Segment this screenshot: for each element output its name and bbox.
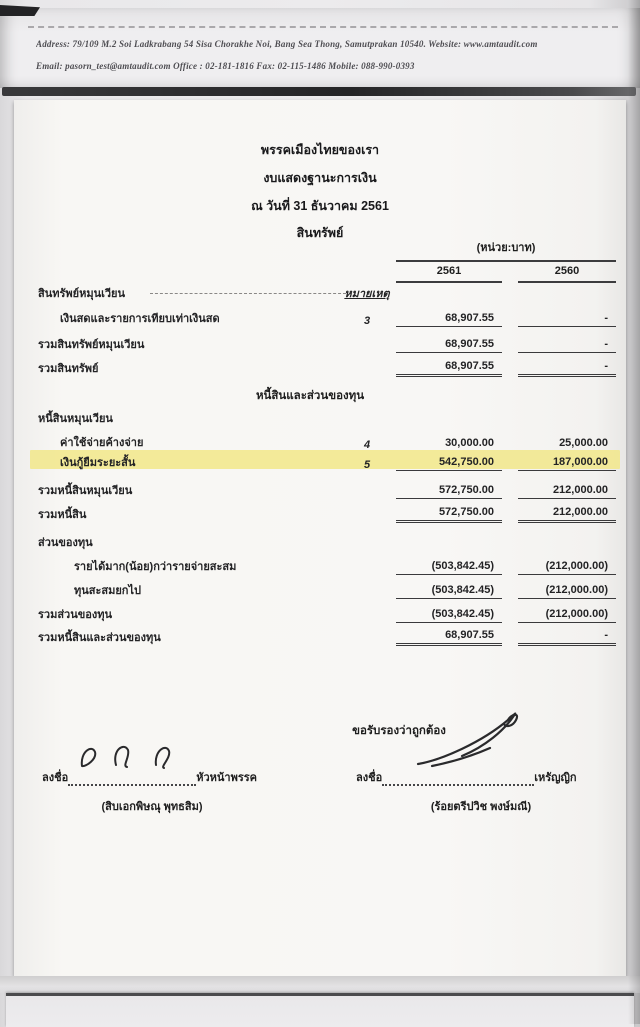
sign-label: ลงชื่อ <box>42 772 69 784</box>
note-number: 3 <box>363 315 371 327</box>
sign-label: ลงชื่อ <box>356 772 383 784</box>
signature-line-right <box>356 768 577 786</box>
table-header-rule <box>396 260 616 262</box>
amount-2561: 68,907.55 <box>396 629 502 646</box>
letterhead-contact: Email: pasorn_test@amtaudit.com Office : 02-181-1816 Fax: 02-115-1486 Mobile: 088-990-0393 <box>36 61 415 71</box>
table-row <box>38 433 616 451</box>
amount-2561: (503,842.45) <box>396 560 502 575</box>
notes-header: หมายเหตุ <box>344 288 390 300</box>
amount-2561: 68,907.55 <box>396 338 502 353</box>
amount-2560: - <box>518 360 616 377</box>
amount-2560: (212,000.00) <box>518 608 616 623</box>
role-label: หัวหน้าพรรค <box>196 772 257 784</box>
table-row <box>38 581 616 599</box>
row-label: รายได้มาก(น้อย)กว่ารายจ่ายสะสม <box>74 561 237 573</box>
table-row <box>38 359 616 377</box>
liabilities-equity-heading: หนี้สินและส่วนของทุน <box>255 390 365 402</box>
table-row <box>38 505 616 523</box>
amount-2560: (212,000.00) <box>518 584 616 599</box>
table-row <box>38 309 616 327</box>
row-label: รวมหนี้สินหมุนเวียน <box>38 485 133 497</box>
scan-corner-mark <box>0 5 40 16</box>
note-number: 5 <box>363 459 371 471</box>
signature-left-handwriting-icon <box>72 740 222 774</box>
amount-2560: 212,000.00 <box>518 506 616 523</box>
table-row-highlighted <box>38 453 616 471</box>
table-row <box>38 284 616 302</box>
statement-title: งบแสดงฐานะการเงิน <box>263 171 377 185</box>
signature-right-handwriting-icon <box>412 708 532 770</box>
document-page <box>14 100 626 976</box>
certification-text: ขอรับรองว่าถูกต้อง <box>352 725 446 737</box>
table-row <box>38 409 616 427</box>
scan-edge-shadow <box>628 0 640 1024</box>
note-number: 4 <box>363 439 371 451</box>
party-name-title: พรรคเมืองไทยของเรา <box>260 143 380 157</box>
amount-2561: 68,907.55 <box>396 360 502 377</box>
row-label: รวมส่วนของทุน <box>38 609 113 621</box>
amount-2561: 542,750.00 <box>396 456 502 471</box>
table-row <box>38 335 616 353</box>
amount-2560: - <box>518 338 616 353</box>
page-gap <box>0 976 640 993</box>
letterhead-address: Address: 79/109 M.2 Soi Ladkrabang 54 Sisa Chorakhe Noi, Bang Sea Thong, Samutprakan 10540. Website: www.amtaudit.com <box>36 39 538 49</box>
row-label: ค่าใช้จ่ายค้างจ่าย <box>60 437 144 449</box>
row-label: หนี้สินหมุนเวียน <box>38 413 113 425</box>
amount-2561: 572,750.00 <box>396 506 502 523</box>
amount-2561: 572,750.00 <box>396 484 502 499</box>
assets-heading: สินทรัพย์ <box>296 226 344 240</box>
row-label: เงินสดและรายการเทียบเท่าเงินสด <box>60 313 220 325</box>
year-column-2561: 2561 <box>396 265 502 283</box>
table-row <box>38 605 616 623</box>
perforation-line <box>28 26 618 28</box>
amount-2560: (212,000.00) <box>518 560 616 575</box>
next-page-edge <box>6 993 634 1027</box>
statement-date: ณ วันที่ 31 ธันวาคม 2561 <box>251 199 389 213</box>
row-label: รวมหนี้สินและส่วนของทุน <box>38 632 161 644</box>
amount-2561: (503,842.45) <box>396 584 502 599</box>
year-column-2560: 2560 <box>518 265 616 283</box>
signer-name-right: (ร้อยตรีปวิช พงษ์มณี) <box>430 801 532 813</box>
amount-2560: 25,000.00 <box>559 437 608 449</box>
amount-2561: (503,842.45) <box>396 608 502 623</box>
amount-2561: 68,907.55 <box>396 312 502 327</box>
unit-label: (หน่วย:บาท) <box>476 242 536 254</box>
page-separator-shadow <box>2 87 636 96</box>
table-row <box>38 557 616 575</box>
amount-2560: 187,000.00 <box>518 456 616 471</box>
row-label: สินทรัพย์หมุนเวียน <box>38 288 126 300</box>
table-row <box>38 481 616 499</box>
table-row <box>38 533 616 551</box>
row-label: รวมหนี้สิน <box>38 509 87 521</box>
row-label: รวมสินทรัพย์ <box>38 363 99 375</box>
signature-dotted-line <box>382 774 534 786</box>
row-label: ส่วนของทุน <box>38 537 93 549</box>
table-row <box>38 628 616 646</box>
amount-2560: - <box>518 312 616 327</box>
row-label: เงินกู้ยืมระยะสั้น <box>60 457 136 469</box>
row-label: รวมสินทรัพย์หมุนเวียน <box>38 339 145 351</box>
row-label: ทุนสะสมยกไป <box>74 585 141 597</box>
signature-dotted-line <box>68 774 196 786</box>
amount-2560: 212,000.00 <box>518 484 616 499</box>
letterhead <box>0 8 640 88</box>
signer-name-left: (สิบเอกพิษณุ พุทธสิม) <box>101 801 203 813</box>
role-label: เหรัญญิก <box>534 772 577 784</box>
amount-2561: 30,000.00 <box>445 437 494 449</box>
amount-2560: - <box>518 629 616 646</box>
